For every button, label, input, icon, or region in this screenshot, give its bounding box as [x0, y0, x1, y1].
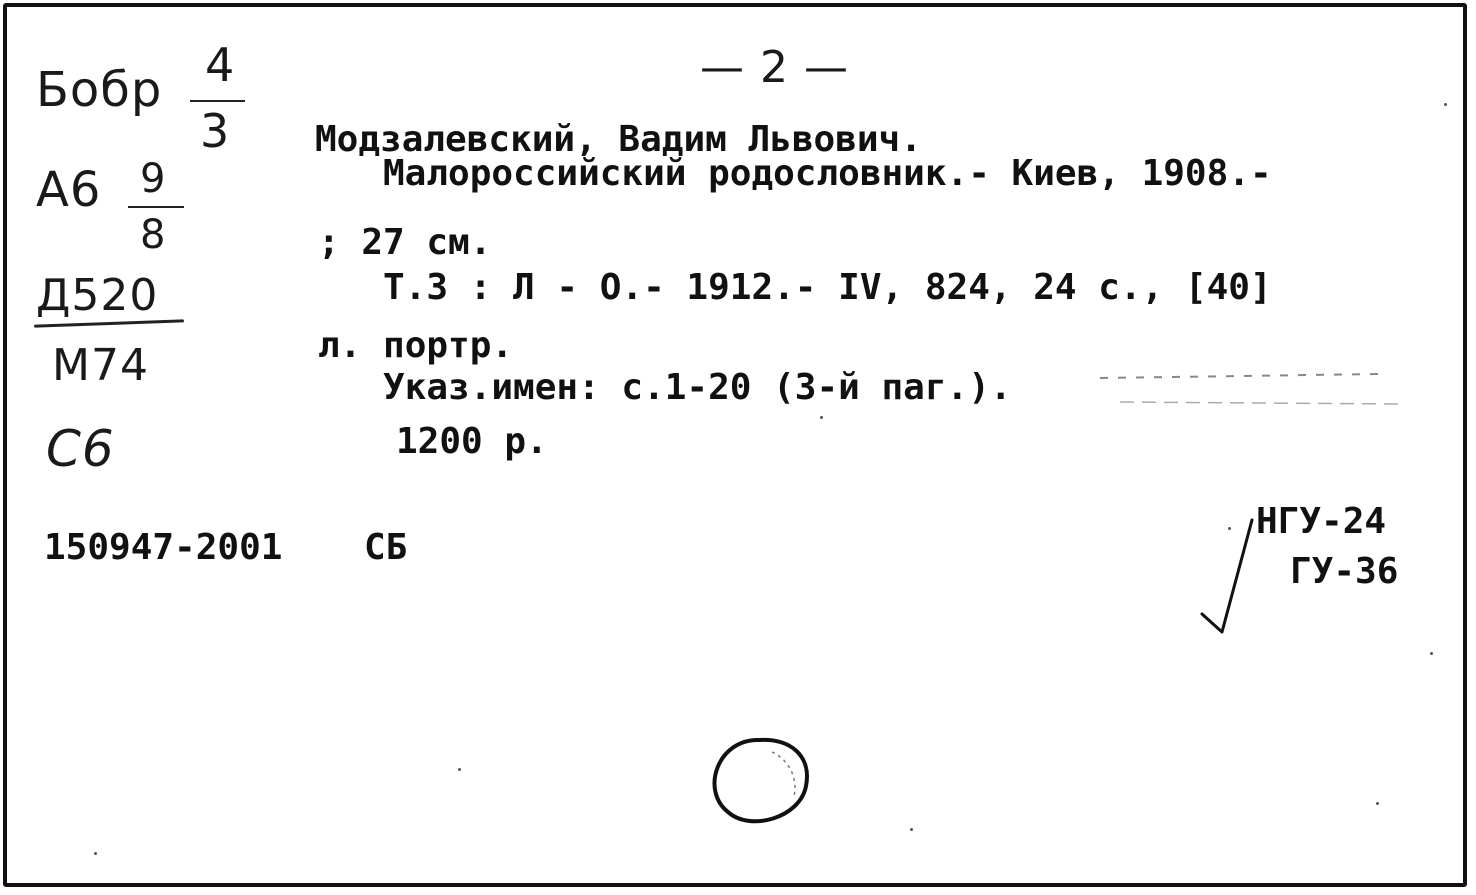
holdings-line-2: ГУ-36 [1290, 551, 1399, 592]
call-mark-1-numerator: 4 [205, 38, 236, 92]
record-plates: л. портр. [318, 325, 514, 366]
record-author: Модзалевский, Вадим Львович. [315, 119, 922, 160]
record-size: ; 27 см. [318, 222, 492, 263]
holdings-line-1: НГУ-24 [1256, 501, 1387, 542]
call-mark-2-denominator: 8 [140, 212, 167, 258]
speck [1430, 652, 1433, 655]
page-number: — 2 — [700, 42, 849, 93]
speck [94, 852, 97, 855]
record-index: Указ.имен: с.1-20 (3-й паг.). [383, 367, 1012, 408]
speck [1376, 802, 1379, 805]
collection-tag: С6 [46, 420, 115, 478]
speck [820, 416, 823, 419]
record-title: Малороссийский родословник.- Киев, 1908.- [383, 153, 1272, 194]
shelf-mark-top: Д520 [36, 270, 159, 321]
speck [1444, 103, 1447, 106]
shelf-mark-bottom: М74 [52, 340, 149, 391]
speck [458, 768, 461, 771]
accession-number: 150947-2001 [44, 527, 283, 568]
record-price: 1200 р. [396, 421, 548, 462]
call-mark-2-numerator: 9 [140, 156, 167, 202]
speck [910, 828, 913, 831]
call-mark-2: А6 [36, 162, 102, 218]
call-mark-1-denominator: 3 [200, 104, 231, 158]
accession-department: СБ [364, 527, 408, 568]
call-mark-1: Бобр [36, 62, 163, 118]
speck [1228, 527, 1231, 530]
record-volume: Т.3 : Л - О.- 1912.- IV, 824, 24 с., [40] [383, 267, 1272, 308]
